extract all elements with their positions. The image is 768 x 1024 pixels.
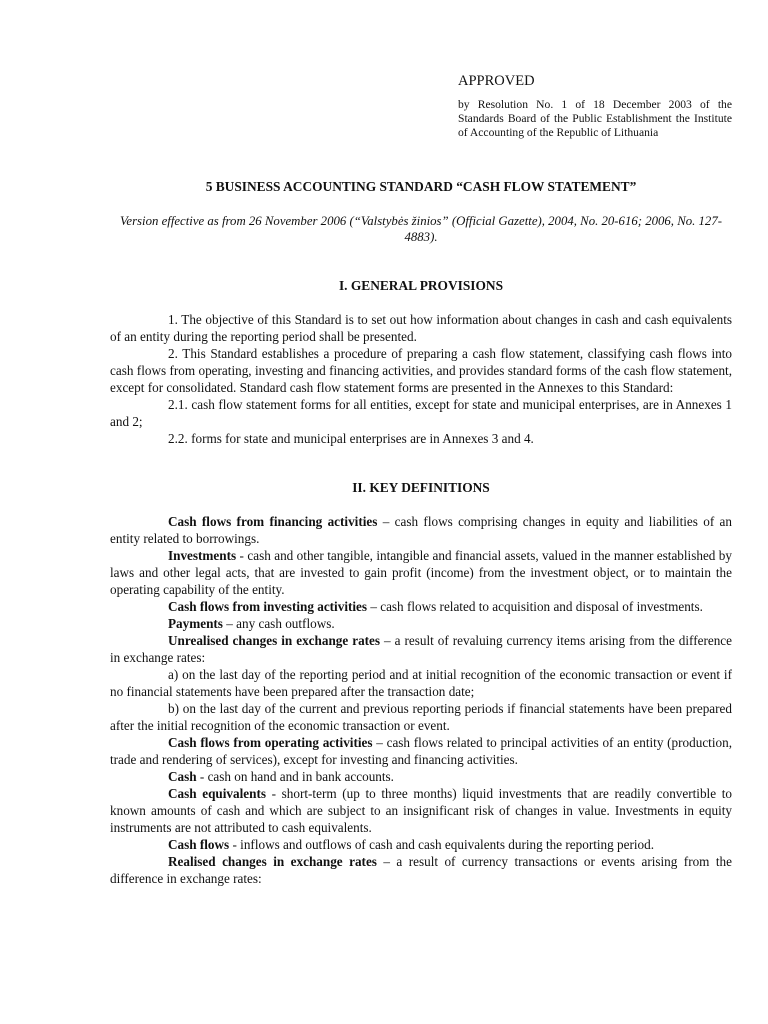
definition-text: - cash on hand and in bank accounts.: [196, 769, 394, 784]
definition: [110, 836, 732, 853]
definition-text: – a result of revaluing currency items arising from the difference in exchange rates:: [110, 633, 733, 665]
definition-subitem: [110, 666, 732, 700]
definition: [110, 615, 732, 632]
definition-text: b) on the last day of the current and previous reporting periods if financial statements have been prepared after the initial recognition of the economic transaction or event.: [110, 701, 732, 733]
definition: [110, 547, 732, 598]
paragraph: 2.2. forms for state and municipal enterprises are in Annexes 3 and 4.: [168, 431, 534, 446]
definition: [110, 513, 732, 547]
version-note: Version effective as from 26 November 2006 (“Valstybės žinios” (Official Gazette), 2004, No. 20-616; 2006, No. 127-4883).: [120, 214, 722, 244]
document-title: 5 BUSINESS ACCOUNTING STANDARD “CASH FLOW STATEMENT”: [205, 179, 637, 194]
definition: [110, 734, 732, 768]
definition-text: – cash flows related to acquisition and disposal of investments.: [367, 599, 703, 614]
definition-term: Cash flows: [168, 837, 230, 852]
definition-text: – a result of currency transactions or events arising from the difference in exchange rates:: [110, 854, 732, 886]
definition-text: – any cash outflows.: [222, 616, 335, 631]
definition-text: - short-term (up to three months) liquid investments that are readily convertible to known amounts of cash and which are subject to an insignificant risk of changes in value. Investments in equity instruments are not attributed to cash equivalents.: [110, 786, 732, 835]
key-definitions-body: [110, 513, 732, 887]
definition: [110, 853, 732, 887]
definition: [110, 768, 732, 785]
definition-term: Investments: [168, 548, 237, 563]
definition-term: Cash: [168, 769, 197, 784]
definition: [110, 785, 732, 836]
definition: [110, 598, 732, 615]
section-heading-key-definitions: II. KEY DEFINITIONS: [352, 480, 490, 495]
definition-term: Realised changes in exchange rates: [168, 854, 377, 869]
definition-text: - cash and other tangible, intangible and financial assets, valued in the manner established by laws and other legal acts, that are invested to gain profit (income) from the investment object, or to maintain the operating capability of the entity.: [110, 548, 732, 597]
definition-subitem: [110, 700, 732, 734]
definition-term: Cash equivalents: [168, 786, 266, 801]
definition-text: a) on the last day of the reporting period and at initial recognition of the economic transaction or event if no financial statements have been prepared after the transaction date;: [110, 667, 732, 699]
paragraph: 2. This Standard establishes a procedure of preparing a cash flow statement, classifying cash flows into cash flows from operating, investing and financing activities, and provides standard forms of the cash flow statement, except for consolidated. Standard cash flow statement forms are presented in the Annexes to this Standard:: [110, 346, 732, 395]
section-heading-general-provisions: I. GENERAL PROVISIONS: [338, 278, 504, 293]
definition-text: - inflows and outflows of cash and cash equivalents during the reporting period.: [229, 837, 655, 852]
definition-term: Cash flows from operating activities: [168, 735, 373, 750]
definition-text: – cash flows related to principal activities of an entity (production, trade and rendering of services), except for investing and financing activities.: [110, 735, 732, 767]
approved-label: APPROVED: [458, 73, 535, 89]
definition-term: Cash flows from financing activities: [168, 514, 378, 529]
definition-term: Payments: [168, 616, 223, 631]
paragraph: 1. The objective of this Standard is to set out how information about changes in cash and cash equivalents of an entity during the reporting period shall be presented.: [110, 312, 732, 344]
definition-text: – cash flows comprising changes in equity and liabilities of an entity related to borrowings.: [110, 514, 732, 546]
general-provisions-body: [110, 311, 732, 447]
definition-term: Unrealised changes in exchange rates: [168, 633, 381, 648]
definition: [110, 632, 732, 666]
definition-term: Cash flows from investing activities: [168, 599, 368, 614]
resolution-note: by Resolution No. 1 of 18 December 2003 of the Standards Board of the Public Establishment the Institute of Accounting of the Republic of Lithuania: [458, 98, 732, 139]
paragraph: 2.1. cash flow statement forms for all entities, except for state and municipal enterprises, are in Annexes 1 and 2;: [110, 397, 732, 429]
